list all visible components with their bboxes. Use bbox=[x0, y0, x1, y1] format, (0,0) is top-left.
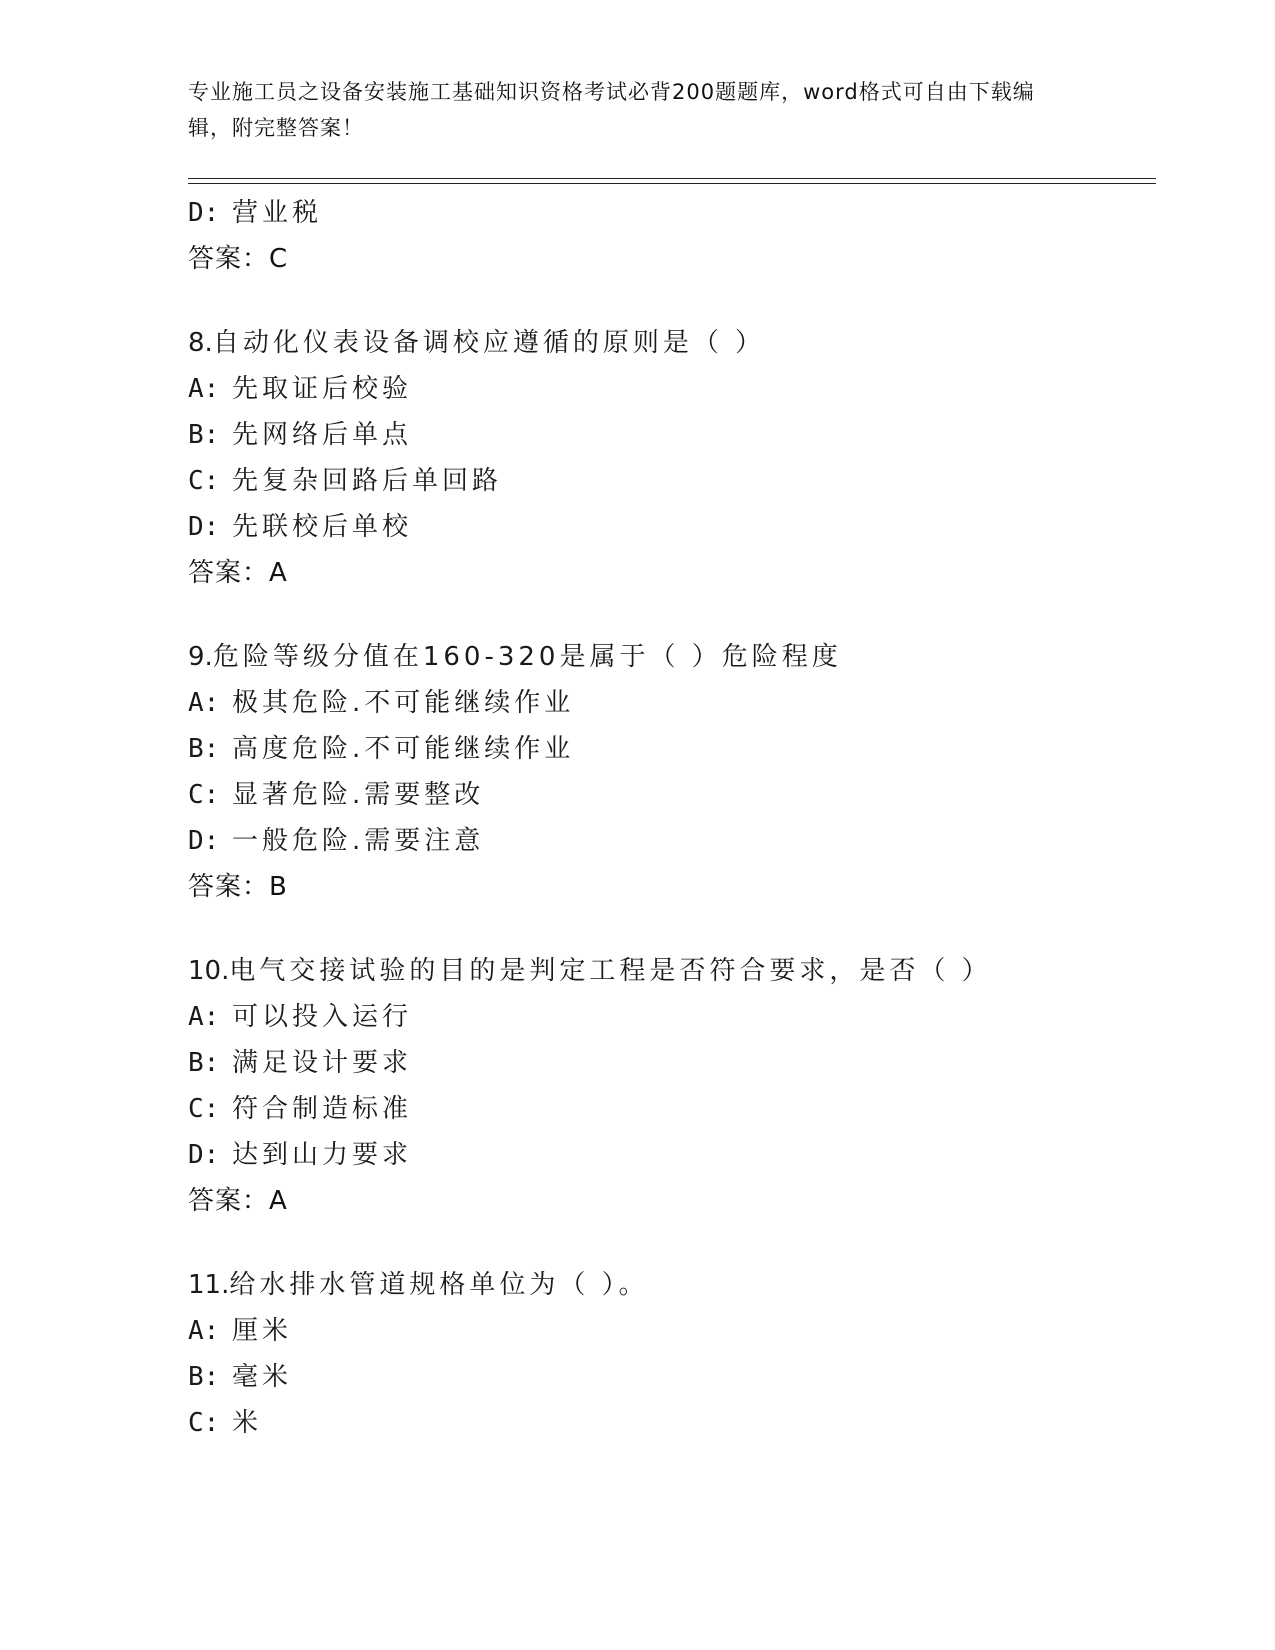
header-divider-bottom bbox=[188, 183, 1156, 184]
option-label: A: bbox=[188, 1002, 220, 1032]
option-c bbox=[188, 458, 1148, 504]
option-c bbox=[188, 772, 1148, 818]
option-b bbox=[188, 1354, 1148, 1400]
option-a bbox=[188, 366, 1148, 412]
question-number: 8. bbox=[188, 328, 213, 358]
option-c bbox=[188, 1086, 1148, 1132]
option-d bbox=[188, 504, 1148, 550]
answer-line: 答案：B bbox=[188, 872, 288, 902]
option-c bbox=[188, 1400, 1148, 1446]
question-number: 10. bbox=[188, 956, 230, 986]
option-label: C: bbox=[188, 466, 220, 496]
option-text: 高度危险.不可能继续作业 bbox=[232, 734, 575, 764]
option-b bbox=[188, 726, 1148, 772]
header-title: 专业施工员之设备安装施工基础知识资格考试必背200题题库，word格式可自由下载编辑，附完整答案！ bbox=[188, 80, 1035, 140]
option-d bbox=[188, 1132, 1148, 1178]
option-text: 显著危险.需要整改 bbox=[232, 780, 485, 810]
option-label: B: bbox=[188, 1362, 220, 1392]
option-text: 满足设计要求 bbox=[232, 1048, 413, 1078]
question-text: 危险等级分值在160-320是属于（ ）危险程度 bbox=[212, 642, 842, 672]
option-label: A: bbox=[188, 688, 220, 718]
option-text: 先联校后单校 bbox=[232, 512, 413, 542]
option-text: 极其危险.不可能继续作业 bbox=[232, 688, 575, 718]
option-text: 可以投入运行 bbox=[232, 1002, 413, 1032]
option-label: D: bbox=[188, 826, 220, 856]
option-label: B: bbox=[188, 1048, 220, 1078]
option-d bbox=[188, 190, 1148, 236]
option-label: A: bbox=[188, 1316, 220, 1346]
question-9 bbox=[188, 634, 1148, 680]
option-text: 厘米 bbox=[232, 1316, 293, 1346]
question-11 bbox=[188, 1262, 1148, 1308]
option-label: D: bbox=[188, 512, 220, 542]
option-text: 毫米 bbox=[232, 1362, 293, 1392]
option-label: D: bbox=[188, 1140, 220, 1170]
option-label: C: bbox=[188, 1094, 220, 1124]
header-divider-top bbox=[188, 178, 1156, 179]
question-text: 自动化仪表设备调校应遵循的原则是（ ） bbox=[212, 328, 766, 358]
option-label: A: bbox=[188, 374, 220, 404]
option-label: D: bbox=[188, 198, 220, 228]
question-number: 11. bbox=[188, 1270, 230, 1300]
question-number: 9. bbox=[188, 642, 213, 672]
option-text: 符合制造标准 bbox=[232, 1094, 413, 1124]
option-a bbox=[188, 1308, 1148, 1354]
option-label: B: bbox=[188, 420, 220, 450]
question-text: 电气交接试验的目的是判定工程是否符合要求，是否（ ） bbox=[229, 956, 992, 986]
option-text: 一般危险.需要注意 bbox=[232, 826, 485, 856]
option-text: 达到山力要求 bbox=[232, 1140, 413, 1170]
option-text: 先网络后单点 bbox=[232, 420, 413, 450]
option-text: 营业税 bbox=[232, 198, 323, 228]
option-b bbox=[188, 1040, 1148, 1086]
question-content bbox=[188, 190, 1148, 1446]
option-text: 米 bbox=[232, 1408, 263, 1438]
option-a bbox=[188, 680, 1148, 726]
document-header bbox=[188, 74, 1078, 146]
answer-line: 答案：A bbox=[188, 1186, 288, 1216]
option-label: C: bbox=[188, 780, 220, 810]
option-label: B: bbox=[188, 734, 220, 764]
question-10 bbox=[188, 948, 1148, 994]
option-text: 先取证后校验 bbox=[232, 374, 413, 404]
option-a bbox=[188, 994, 1148, 1040]
answer-line: 答案：C bbox=[188, 244, 289, 274]
option-b bbox=[188, 412, 1148, 458]
option-label: C: bbox=[188, 1408, 220, 1438]
option-text: 先复杂回路后单回路 bbox=[232, 466, 503, 496]
option-d bbox=[188, 818, 1148, 864]
answer-line: 答案：A bbox=[188, 558, 288, 588]
question-8 bbox=[188, 320, 1148, 366]
question-text: 给水排水管道规格单位为（ ）。 bbox=[229, 1270, 649, 1300]
